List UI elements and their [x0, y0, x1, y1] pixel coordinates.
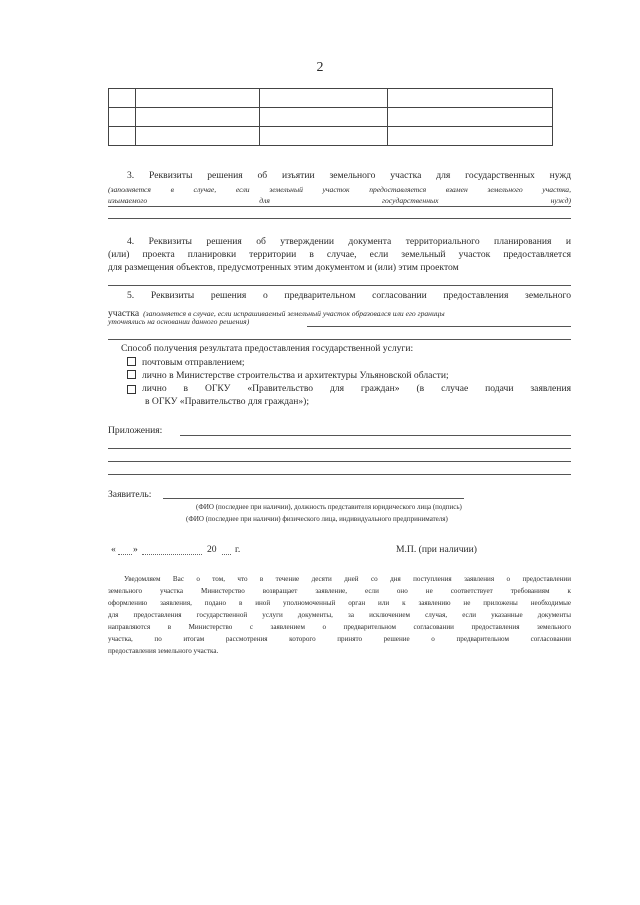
section4-line1: 4. Реквизиты решения об утверждении документа территориального планирования и [127, 236, 571, 247]
table-cell[interactable] [136, 108, 260, 127]
table-cell[interactable] [388, 127, 553, 146]
section5-fill-line[interactable] [108, 339, 571, 340]
notice-line: Уведомляем Вас о том, что в течение десяти дней со дня поступления заявления о предоставлении [124, 575, 571, 583]
section4-line3: для размещения объектов, предусмотренных этим документом и (или) этим проектом [108, 262, 459, 273]
notice-line: направляются в Министерство с заявлением о предварительном согласовании предоставления земельного [108, 623, 571, 631]
applicant-caption-individual: (ФИО (последнее при наличии) физического лица, индивидуального предпринимателя) [186, 515, 448, 523]
notice-line: оформлению заявления, подано в иной уполномоченный орган или к заявлению не приложены необходимые [108, 599, 571, 607]
attachments-fill-line[interactable] [108, 474, 571, 475]
section3-note-line2: изымаемого для государственных нужд) [108, 196, 571, 205]
table-cell[interactable] [260, 108, 388, 127]
table-row [109, 127, 553, 146]
date-open-quote: « [111, 544, 116, 555]
checkbox-icon[interactable] [127, 370, 136, 379]
checkbox-icon[interactable] [127, 385, 136, 394]
delivery-option-ogku[interactable]: лично в ОГКУ «Правительство для граждан» (в случае подачи заявления [127, 383, 571, 395]
date-year-field[interactable] [222, 554, 231, 555]
section3-fill-line[interactable] [108, 218, 571, 219]
date-year-suffix: г. [235, 544, 241, 555]
notice-line: предоставления земельного участка. [108, 647, 219, 655]
delivery-option-mail[interactable]: почтовым отправлением; [127, 357, 245, 369]
table-row [109, 108, 553, 127]
applicant-caption-legal: (ФИО (последнее при наличии), должность представителя юридического лица (подпись) [196, 503, 462, 511]
section4-fill-line[interactable] [108, 285, 571, 286]
table-cell[interactable] [136, 89, 260, 108]
table-cell[interactable] [388, 108, 553, 127]
section5-line2: участка (заполняется в случае, если испрашиваемый земельный участок образовался или его границы [108, 308, 445, 319]
notice-line: земельного участка Министерство возвращает заявление, если оно не соответствует требованиям к [108, 587, 571, 595]
applicant-label: Заявитель: [108, 489, 152, 500]
table-cell[interactable] [260, 89, 388, 108]
date-month-field[interactable] [142, 554, 202, 555]
delivery-option-ogku-cont: в ОГКУ «Правительство для граждан»); [145, 396, 309, 407]
delivery-option-ministry[interactable]: лично в Министерстве строительства и архитектуры Ульяновской области; [127, 370, 449, 382]
section4-line2: (или) проекта планировки территории в случае, если земельный участок предоставляется [108, 249, 571, 260]
table-cell[interactable] [109, 108, 136, 127]
attachments-fill-line[interactable] [108, 461, 571, 462]
section5-line1: 5. Реквизиты решения о предварительном согласовании предоставления земельного [127, 290, 571, 301]
table-cell[interactable] [260, 127, 388, 146]
attachments-label: Приложения: [108, 425, 163, 436]
section3-note-line1: (заполняется в случае, если земельный участок предоставляется взамен земельного участка, [108, 185, 571, 194]
notice-line: для предоставления государственной услуги документы, за исключением случая, если указанные документы [108, 611, 571, 619]
applicant-fill-line[interactable] [163, 498, 464, 499]
table-cell[interactable] [109, 127, 136, 146]
parcel-table [108, 88, 553, 146]
section5-note-line3: уточнялись на основании данного решения) [108, 317, 250, 326]
table-cell[interactable] [136, 127, 260, 146]
delivery-title: Способ получения результата предоставления государственной услуги: [121, 343, 414, 354]
date-close-quote: » [133, 544, 138, 555]
stamp-label: М.П. (при наличии) [396, 544, 477, 555]
checkbox-icon[interactable] [127, 357, 136, 366]
date-day-field[interactable] [118, 554, 132, 555]
section5-fill-line[interactable] [307, 326, 571, 327]
table-cell[interactable] [109, 89, 136, 108]
attachments-fill-line[interactable] [180, 435, 571, 436]
notice-line: участка, по итогам рассмотрения которого принято решение о предварительном согласовании [108, 635, 571, 643]
section3-fill-line[interactable] [108, 206, 571, 207]
page-number: 2 [316, 60, 324, 75]
section3-title: 3. Реквизиты решения об изъятии земельного участка для государственных нужд [127, 170, 571, 181]
date-year-prefix: 20 [207, 544, 217, 555]
attachments-fill-line[interactable] [108, 448, 571, 449]
table-cell[interactable] [388, 89, 553, 108]
table-row [109, 89, 553, 108]
